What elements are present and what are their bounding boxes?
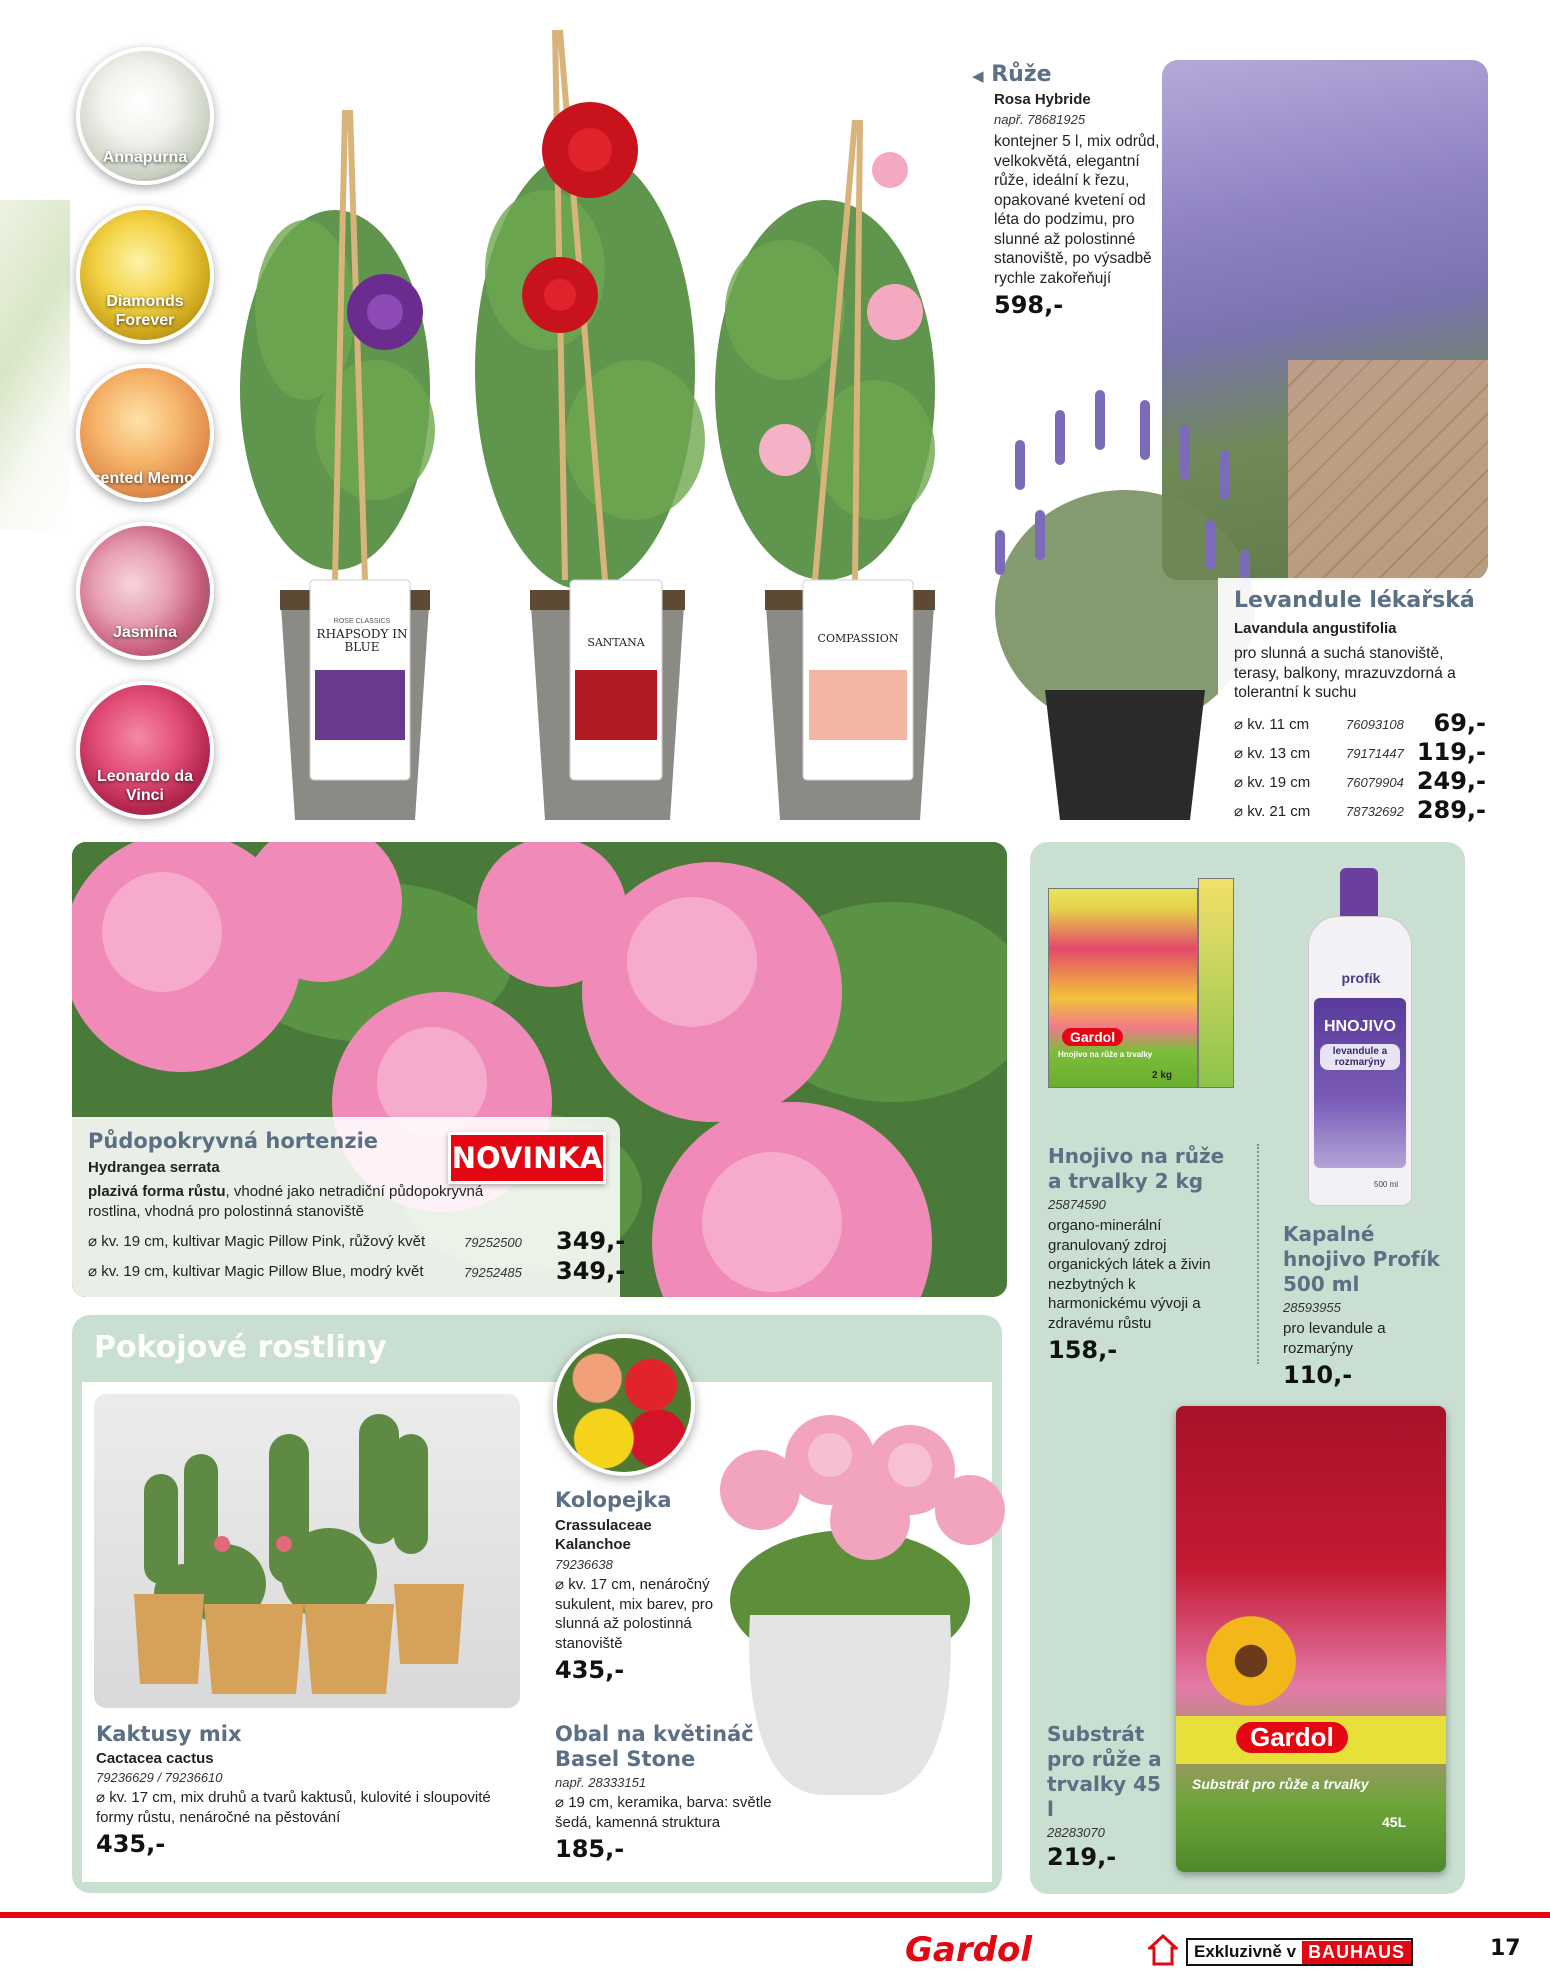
ruze-block — [972, 62, 1162, 319]
novinka-label: NOVINKA — [451, 1141, 603, 1175]
kaktusy-block — [96, 1722, 516, 1858]
levandule-latin: Lavandula angustifolia — [1234, 620, 1397, 637]
bauhaus-logo: BAUHAUS — [1302, 1941, 1411, 1964]
bottle-cap — [1340, 868, 1378, 918]
grass-decoration — [0, 200, 70, 530]
hnojivo-kapalne-title: Kapalné hnojivo Profík 500 ml — [1283, 1222, 1440, 1296]
hnojivo-ruze-title: Hnojivo na růže a trvalky 2 kg — [1048, 1144, 1225, 1193]
ruze-desc: kontejner 5 l, mix odrůd, velkokvětá, elegantní růže, ideální k řezu, opakované kvetení od léta do podzimu, pro slunné až polostinné stanoviště, po výsadbě rychle zakořeňují — [994, 133, 1160, 287]
ruze-code: např. 78681925 — [994, 112, 1086, 127]
rose-circle-jasmina — [76, 522, 214, 660]
levandule-desc: pro slunná a suchá stanoviště, terasy, balkony, mrazuvzdorná a tolerantní k suchu — [1234, 645, 1456, 701]
levandule-size-row: ⌀ kv. 13 cm 79171447 119,- — [1234, 738, 1486, 766]
arrow-left-icon: ◀ — [972, 67, 984, 85]
hortenzie-title: Půdopokryvná hortenzie — [88, 1129, 379, 1153]
rose-circle-diamonds-forever — [76, 206, 214, 344]
hortenzie-variant-row: ⌀ kv. 19 cm, kultivar Magic Pillow Blue, modrý květ 79252485 349,- — [88, 1257, 626, 1285]
pot-tag-compassion: COMPASSION — [817, 632, 899, 645]
box-side — [1198, 878, 1234, 1088]
kolopejka-latin: Crassulaceae Kalanchoe — [555, 1517, 652, 1553]
rose-circle-leonardo-da-vinci — [76, 681, 214, 819]
substrat-title: Substrát pro růže a trvalky 45 l — [1047, 1722, 1162, 1821]
cactus-photo — [94, 1394, 520, 1708]
hnojivo-ruze-price: 158,- — [1048, 1336, 1118, 1364]
hortenzie-variant-row: ⌀ kv. 19 cm, kultivar Magic Pillow Pink, růžový květ 79252500 349,- — [88, 1227, 626, 1255]
profik-bottle-photo — [1300, 868, 1420, 1208]
hnojivo-kapalne-code: 28593955 — [1283, 1300, 1341, 1315]
hnojivo-ruze-desc: organo-minerální granulovaný zdroj organických látek a živin nezbytných k harmonickému vývoji a zdravému růstu — [1048, 1217, 1211, 1332]
footer-exclusive — [1186, 1938, 1413, 1966]
houseplants-heading: Pokojové rostliny — [94, 1330, 387, 1365]
bottle-label-text: HNOJIVO — [1323, 1018, 1396, 1035]
hnojivo-ruze-block — [1048, 1144, 1238, 1364]
hnojivo-kapalne-price: 110,- — [1283, 1361, 1353, 1389]
bag-volume: 45L — [1382, 1814, 1407, 1830]
obal-desc: ⌀ 19 cm, keramika, barva: světle šedá, kamenná struktura — [555, 1794, 772, 1831]
obal-block — [555, 1722, 785, 1863]
kolopejka-title: Kolopejka — [555, 1488, 672, 1512]
climbing-rose-photo — [225, 10, 985, 830]
rose-circle-label: Leonardo da Vinci — [96, 768, 193, 804]
bottle-label-sub: levandule a rozmarýny — [1320, 1044, 1400, 1070]
rose-circle-label: Jasmína — [112, 624, 178, 641]
bag-text: Substrát pro růže a trvalky — [1192, 1776, 1369, 1792]
fertilizer-box-photo — [1048, 878, 1234, 1098]
box-text: Hnojivo na růže a trvalky — [1058, 1050, 1153, 1059]
ruze-price: 598,- — [994, 291, 1064, 319]
levandule-title: Levandule lékařská — [1234, 588, 1475, 613]
kalanchoe-circle — [553, 1334, 695, 1476]
levandule-size-row: ⌀ kv. 19 cm 76079904 249,- — [1234, 767, 1486, 795]
substrat-block — [1047, 1722, 1172, 1871]
levandule-size-row: ⌀ kv. 11 cm 76093108 69,- — [1234, 709, 1486, 737]
divider-dots — [1257, 1144, 1259, 1364]
ruze-latin: Rosa Hybride — [994, 91, 1091, 108]
bag-sunflower — [1206, 1616, 1296, 1706]
exclusive-label: Exkluzivně v — [1194, 1942, 1297, 1961]
gardol-logo-text: Gardol — [905, 1930, 1032, 1970]
kaktusy-latin: Cactacea cactus — [96, 1750, 214, 1767]
cactus-illustration — [94, 1394, 520, 1708]
bauhaus-house-icon — [1148, 1934, 1178, 1966]
kaktusy-price: 435,- — [96, 1830, 166, 1858]
novinka-badge — [448, 1132, 606, 1184]
pot-tag-santana: SANTANA — [587, 636, 645, 649]
footer-red-line — [0, 1912, 1550, 1918]
ruze-title: ◀ Růže — [972, 62, 1052, 87]
rose-plants-illustration — [225, 10, 985, 830]
box-brand: Gardol — [1062, 1028, 1123, 1046]
rose-circle-label: Diamonds Forever — [106, 293, 184, 329]
footer-gardol-logo — [905, 1930, 1032, 1970]
obal-code: např. 28333151 — [555, 1775, 647, 1790]
pot-tag-rhapsody: RHAPSODY IN BLUE — [316, 627, 408, 654]
hnojivo-kapalne-block — [1283, 1222, 1463, 1389]
rose-circle-scented-memory — [76, 364, 214, 502]
obal-price: 185,- — [555, 1835, 625, 1863]
obal-title: Obal na květináč Basel Stone — [555, 1722, 754, 1771]
page-number: 17 — [1490, 1936, 1521, 1961]
rose-circle-label: Scented Memory — [80, 470, 210, 487]
kolopejka-code: 79236638 — [555, 1557, 613, 1572]
rose-circle-annapurna — [76, 47, 214, 185]
kaktusy-code: 79236629 / 79236610 — [96, 1770, 223, 1785]
kolopejka-block — [555, 1488, 755, 1684]
bottle-volume: 500 ml — [1374, 1180, 1399, 1189]
hnojivo-kapalne-desc: pro levandule a rozmarýny — [1283, 1320, 1386, 1357]
hnojivo-ruze-code: 25874590 — [1048, 1197, 1106, 1212]
bag-brand: Gardol — [1236, 1722, 1348, 1753]
paving-stones — [1288, 360, 1488, 580]
kaktusy-title: Kaktusy mix — [96, 1722, 242, 1746]
levandule-size-row: ⌀ kv. 21 cm 78732692 289,- — [1234, 796, 1486, 824]
box-weight: 2 kg — [1152, 1070, 1173, 1081]
pot-tag-brand: ROSE CLASSICS — [333, 618, 391, 625]
substrat-price: 219,- — [1047, 1843, 1117, 1871]
kaktusy-desc: ⌀ kv. 17 cm, mix druhů a tvarů kaktusů, kulovité i sloupovité formy růstu, nenáročné na pěstování — [96, 1789, 491, 1826]
rose-circle-label: Annapurna — [102, 149, 188, 166]
bottle-brand: profík — [1341, 970, 1381, 986]
substrat-code: 28283070 — [1047, 1825, 1105, 1840]
hortenzie-latin: Hydrangea serrata — [88, 1159, 220, 1176]
substrate-bag-photo — [1176, 1406, 1446, 1872]
hortenzie-desc: plazivá forma růstu, vhodné jako netradiční půdopokryvná rostlina, vhodná pro polostinná stanoviště — [88, 1183, 484, 1220]
kolopejka-desc: ⌀ kv. 17 cm, nenáročný sukulent, mix barev, pro slunná až polostinná stanoviště — [555, 1576, 714, 1652]
kolopejka-price: 435,- — [555, 1656, 625, 1684]
